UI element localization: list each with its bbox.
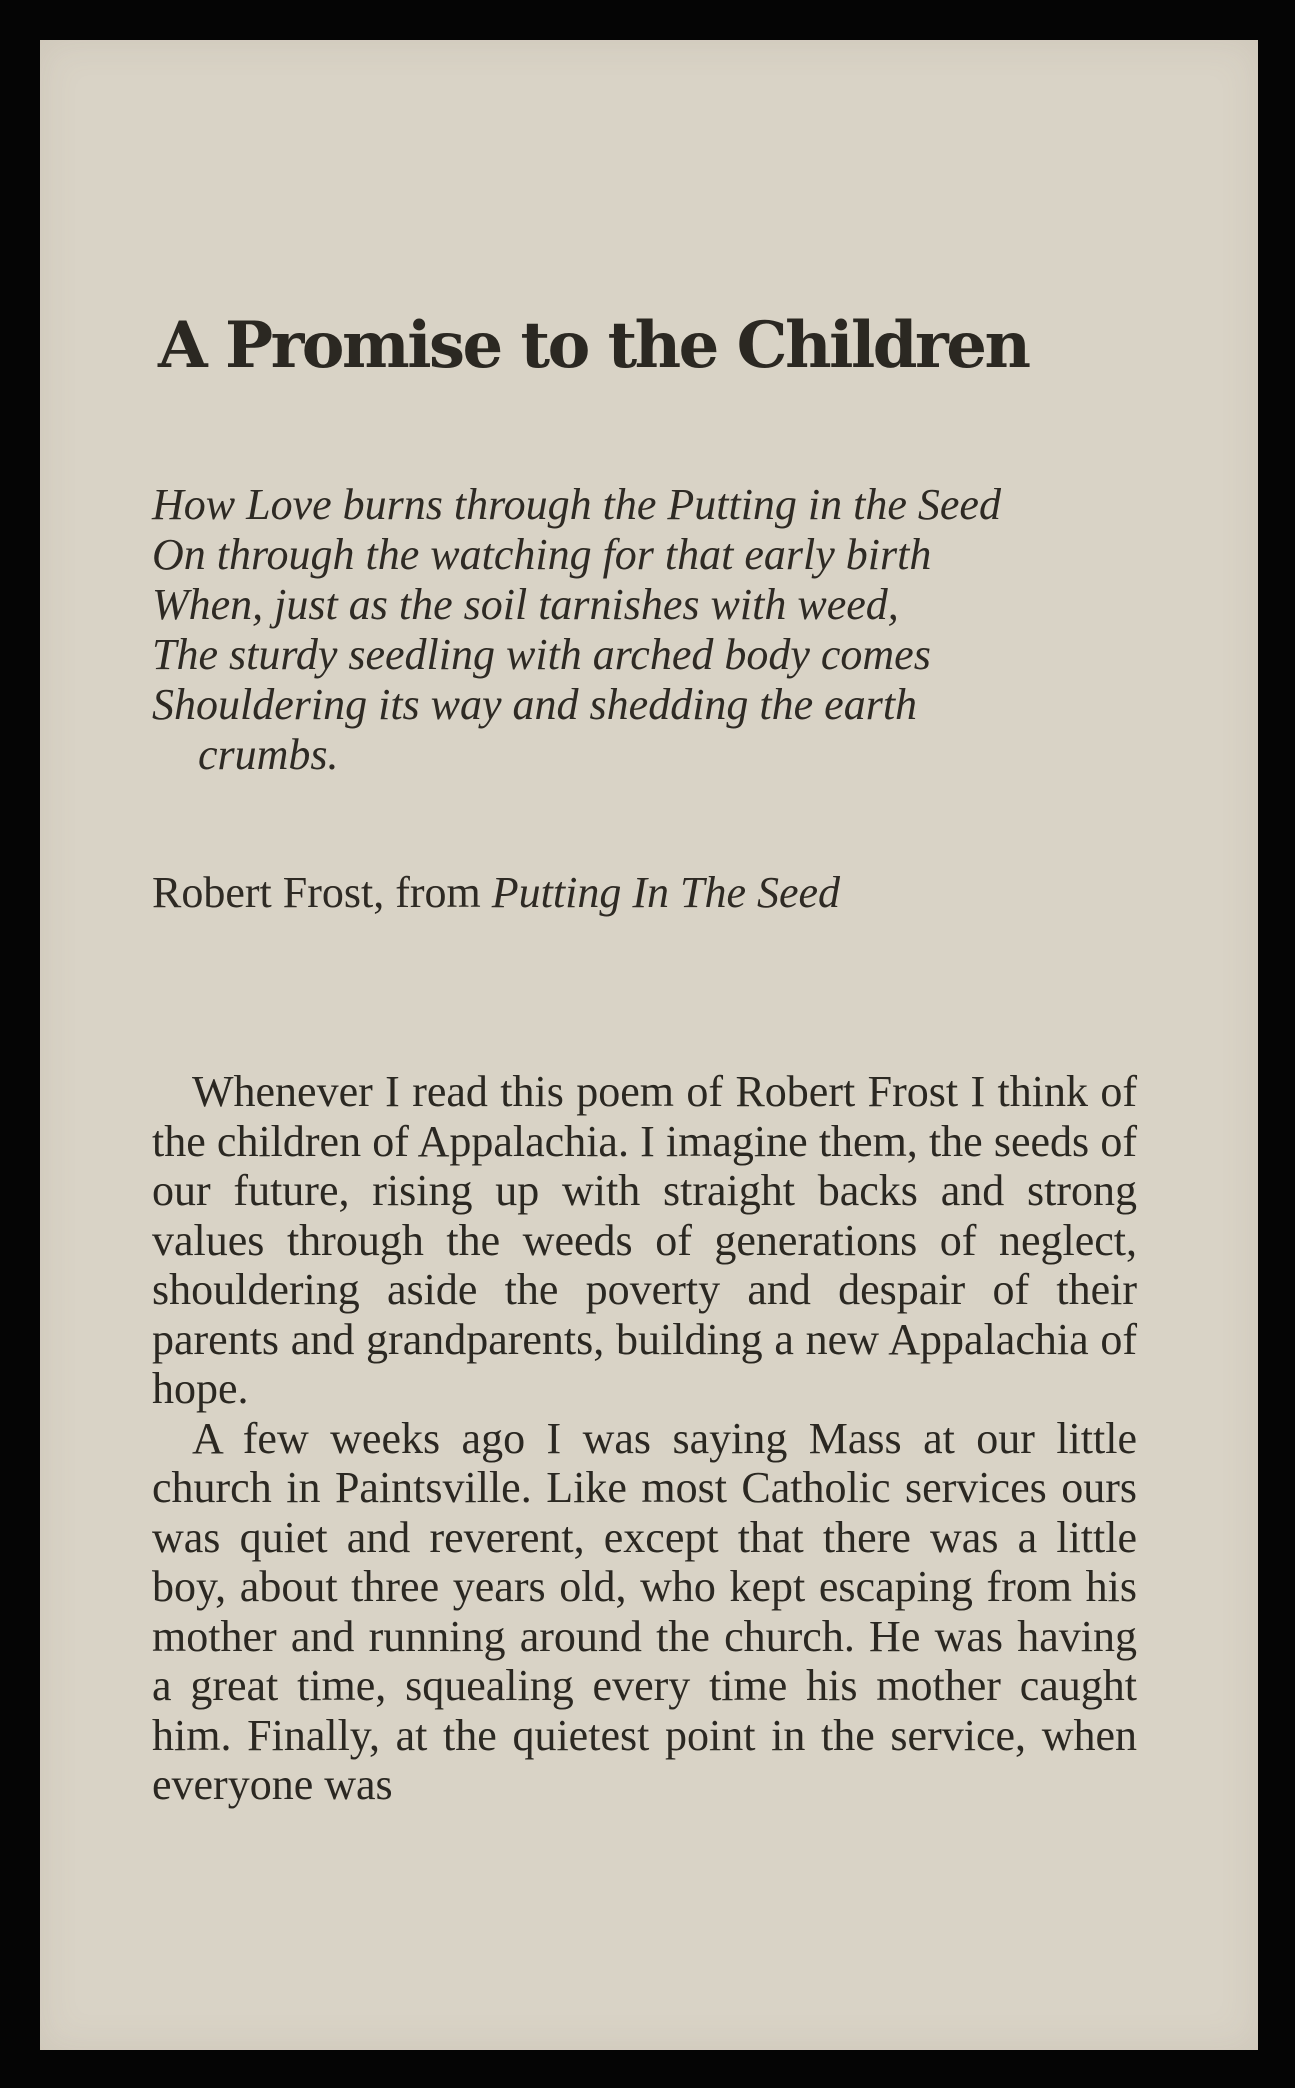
poem-line: crumbs. [198,730,339,779]
epigraph-attribution [152,868,840,918]
attribution-work-title: Putting In The Seed [491,868,841,917]
attribution-author: Robert Frost, from [152,868,492,917]
body-paragraph: Whenever I read this poem of Robert Frost I think of the children of Appalachia. I imagine them, the seeds of our future, rising up with straight backs and strong values through the weeds of generations of neglect, shouldering aside the poverty and despair of their parents and grandparents, building a new Appalachia of hope. [152,1067,1137,1413]
poem-line: Shouldering its way and shedding the earth [152,680,918,729]
page-title: A Promise to the Children [158,308,1029,383]
body-paragraph: A few weeks ago I was saying Mass at our little church in Paintsville. Like most Catholic services ours was quiet and reverent, except that there was a little boy, about three years old, who kept escaping from his mother and running around the church. He was having a great time, squealing every time his mother caught him. Finally, at the quietest point in the service, when everyone was [152,1413,1137,1809]
poem-line: How Love burns through the Putting in the Seed [152,480,1001,529]
article-body [152,1067,1137,1810]
poem-line: The sturdy seedling with arched body comes [152,630,931,679]
poem-line: When, just as the soil tarnishes with weed, [152,580,899,629]
document-page [40,40,1258,2050]
poem-line: On through the watching for that early birth [152,530,932,579]
epigraph-poem [152,480,1172,780]
